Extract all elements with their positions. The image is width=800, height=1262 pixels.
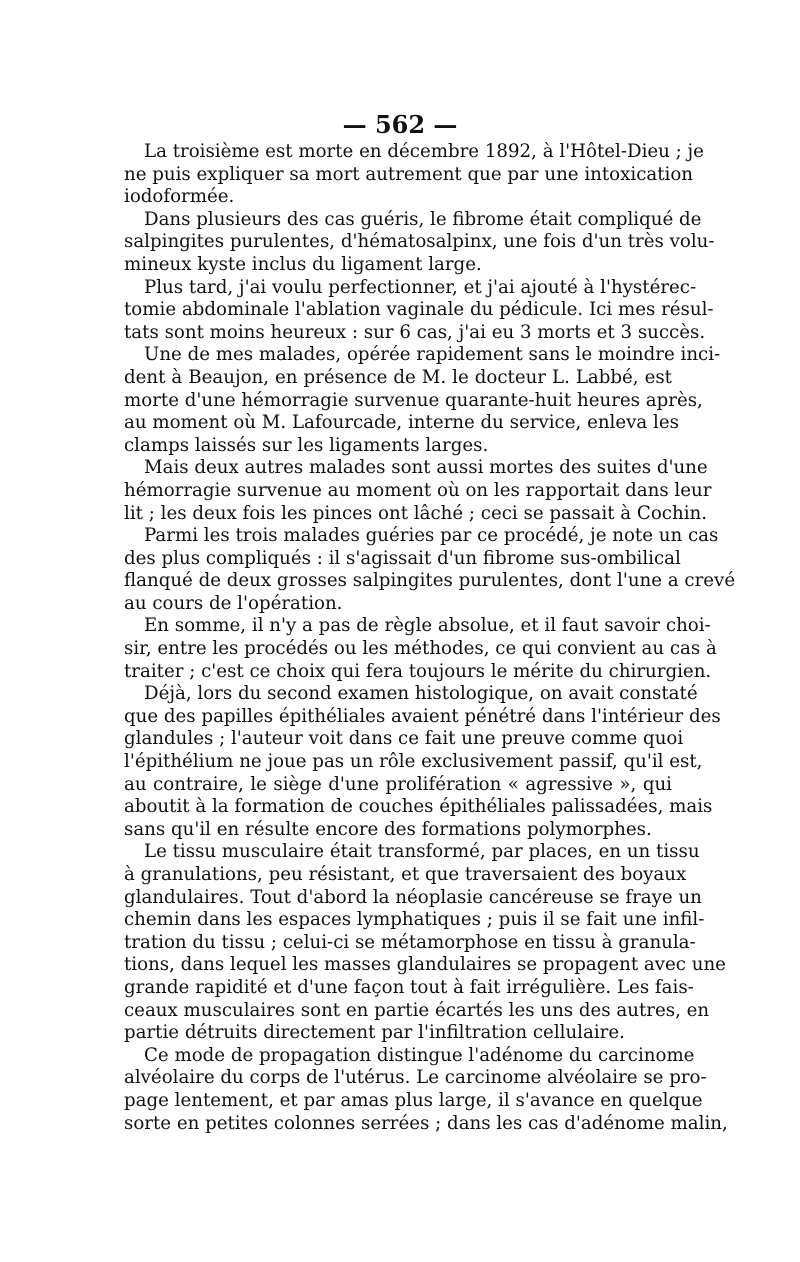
text-line: que des papilles épithéliales avaient pénétré dans l'intérieur des [124,705,721,727]
text-line: au moment où M. Lafourcade, interne du service, enleva les [124,412,679,434]
text-line: Plus tard, j'ai voulu perfectionner, et j'ai ajouté à l'hystérec- [144,276,697,298]
text-line: au cours de l'opération. [124,592,343,614]
text-line: page lentement, et par amas plus large, il s'avance en quelque [124,1089,703,1111]
text-line: l'épithélium ne joue pas un rôle exclusivement passif, qu'il est, [124,751,703,773]
text-line: Le tissu musculaire était transformé, par places, en un tissu [144,841,700,863]
text-line: grande rapidité et d'une façon tout à fait irrégulière. Les fais- [124,976,694,998]
text-line: chemin dans les espaces lymphatiques ; puis il se fait une infil- [124,909,705,931]
text-line: iodoformée. [124,186,235,208]
body-text [124,141,736,1135]
text-line: flanqué de deux grosses salpingites purulentes, dont l'une a crevé [124,570,736,592]
text-line: dent à Beaujon, en présence de M. le docteur L. Labbé, est [124,366,672,388]
text-line: sir, entre les procédés ou les méthodes, ce qui convient au cas à [124,638,717,660]
text-line: des plus compliqués : il s'agissait d'un fibrome sus-ombilical [124,547,681,569]
text-line: glandules ; l'auteur voit dans ce fait une preuve comme quoi [124,728,684,750]
text-line: partie détruits directement par l'infiltration cellulaire. [124,1022,625,1044]
text-line: Une de mes malades, opérée rapidement sans le moindre inci- [144,344,721,366]
text-line: La troisième est morte en décembre 1892, à l'Hôtel-Dieu ; je [144,141,704,162]
text-line: En somme, il n'y a pas de règle absolue, et il faut savoir choi- [144,615,711,637]
text-line: Ce mode de propagation distingue l'adénome du carcinome [144,1044,695,1066]
text-line: Déjà, lors du second examen histologique, on avait constaté [144,683,698,705]
text-line: tats sont moins heureux : sur 6 cas, j'ai eu 3 morts et 3 succès. [124,321,706,343]
page-number: — 562 — [342,110,458,139]
text-line: hémorragie survenue au moment où on les rapportait dans leur [124,479,712,501]
text-line: traiter ; c'est ce choix qui fera toujours le mérite du chirurgien. [124,660,712,682]
text-line: aboutit à la formation de couches épithéliales palissadées, mais [124,796,713,818]
text-line: ne puis expliquer sa mort autrement que par une intoxication [124,163,694,185]
text-line: Dans plusieurs des cas guéris, le fibrome était compliqué de [144,208,702,230]
text-line: mineux kyste inclus du ligament large. [124,253,482,275]
text-line: clamps laissés sur les ligaments larges. [124,434,489,456]
text-line: tomie abdominale l'ablation vaginale du pédicule. Ici mes résul- [124,299,714,321]
text-line: alvéolaire du corps de l'utérus. Le carcinome alvéolaire se pro- [124,1067,707,1089]
text-line: tration du tissu ; celui-ci se métamorphose en tissu à granula- [124,931,696,953]
text-line: au contraire, le siège d'une prolifération « agressive », qui [124,773,672,795]
text-line: ceaux musculaires sont en partie écartés les uns des autres, en [124,999,710,1021]
text-line: sans qu'il en résulte encore des formations polymorphes. [124,818,652,840]
text-line: tions, dans lequel les masses glandulaires se propagent avec une [124,954,726,976]
text-line: Mais deux autres malades sont aussi mortes des suites d'une [144,457,708,479]
text-line: glandulaires. Tout d'abord la néoplasie cancéreuse se fraye un [124,886,702,908]
text-line: sorte en petites colonnes serrées ; dans les cas d'adénome malin, [124,1112,728,1134]
text-line: à granulations, peu résistant, et que traversaient des boyaux [124,864,687,885]
text-line: morte d'une hémorragie survenue quarante-huit heures après, [124,389,703,411]
text-line: lit ; les deux fois les pinces ont lâché ; ceci se passait à Cochin. [124,502,708,524]
text-line: Parmi les trois malades guéries par ce procédé, je note un cas [144,525,719,547]
text-line: salpingites purulentes, d'hématosalpinx, une fois d'un très volu- [124,231,715,253]
